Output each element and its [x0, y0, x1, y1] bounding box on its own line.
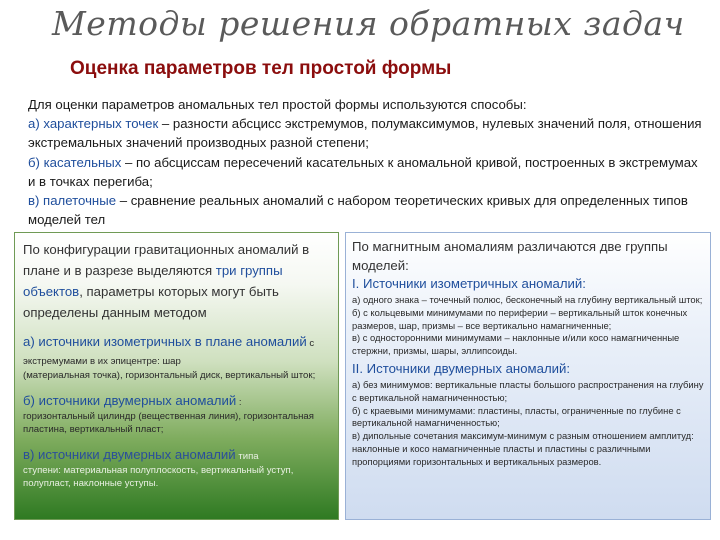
gravity-intro-text-b: , параметры которых могут быть определены данным методом [23, 284, 279, 320]
gravity-group-b-inline: : [236, 397, 242, 408]
list-item: а) одного знака – точечный полюс, бесконечный на глубину вертикальный шток; [352, 294, 703, 305]
gravity-group-a-heading: а) источники изометричных в плане аномалий [23, 334, 307, 349]
slide-subtitle: Оценка параметров тел простой формы [70, 58, 452, 79]
list-item: в) с односторонними минимумами – наклонные и/или косо намагниченные стержни, призмы, шары, эллипсоиды. [352, 332, 680, 357]
list-item: б) с кольцевыми минимумами по периферии – вертикальный шток конечных размеров, шар, призмы – все вертикально намагниченные; [352, 306, 688, 331]
gravity-intro-highlight: три группы объектов [23, 263, 283, 299]
gravity-panel-intro [23, 239, 330, 323]
intro-item-a-text: – разности абсцисс экстремумов, полумаксимумов, нулевых значений поля, отношения экстремальных значений производных разной степени; [28, 116, 702, 151]
gravity-group-c-inline: типа [235, 451, 259, 462]
intro-item-c-text: – сравнение реальных аномалий с набором теоретических кривых для определенных типов моделей тел [28, 193, 688, 228]
list-item: б) с краевыми минимумами: пластины, пласты, ограниченные по глубине с вертикальной намагниченностью; [352, 404, 681, 429]
magnetic-panel [345, 232, 711, 520]
gravity-group-b-text: горизонтальный цилиндр (вещественная линия), горизонтальная пластина, вертикальный пласт; [23, 411, 314, 435]
gravity-group-b-heading: б) источники двумерных аномалий [23, 393, 237, 408]
gravity-group-a [23, 333, 330, 382]
gravity-group-c-heading: в) источники двумерных аномалий [23, 447, 236, 462]
gravity-panel [14, 232, 339, 520]
intro-line: Для оценки параметров аномальных тел простой формы используются способы: [28, 97, 527, 112]
intro-item-b-label: б) касательных [28, 154, 122, 170]
list-item: а) без минимумов: вертикальные пласты большого распространения на глубину с вертикальной намагниченностью; [352, 378, 704, 403]
slide-title: Методы решения обратных задач [52, 4, 685, 43]
magnetic-group-1-list [352, 294, 704, 358]
intro-item-b-text: – по абсциссам пересечений касательных к аномальной кривой, построенных в экстремумах и в точках перегиба; [28, 154, 698, 189]
gravity-group-a-inline: с экстремумами в их эпицентре: шар [23, 338, 315, 367]
magnetic-group-1-heading: I. Источники изометричных аномалий: [352, 276, 586, 291]
intro-paragraph [28, 95, 708, 229]
intro-item-b [28, 153, 708, 191]
magnetic-group-2-heading: II. Источники двумерных аномалий: [352, 360, 571, 376]
intro-item-a [28, 114, 708, 152]
gravity-group-c [23, 446, 330, 490]
gravity-intro-text-a: По конфигурации гравитационных аномалий в плане и в разрезе выделяются [23, 242, 310, 278]
gravity-group-b [23, 392, 330, 436]
gravity-group-c-text: ступени: материальная полуплоскость, вертикальный уступ, полупласт, наклонные уступы. [23, 465, 294, 489]
intro-item-a-label: а) характерных точек [28, 116, 159, 132]
magnetic-group-2-list [352, 379, 704, 469]
list-item: в) дипольные сочетания максимум-минимум с разным отношением амплитуд: наклонные и косо намагниченные пласты и пластины с различными пропорциями горизонтальных и вертикальных размеров. [352, 430, 694, 467]
magnetic-panel-intro: По магнитным аномалиям различаются две группы моделей: [352, 239, 668, 273]
gravity-group-a-text: (материальная точка), горизонтальный диск, вертикальный шток; [23, 370, 316, 381]
intro-item-c [28, 191, 708, 229]
intro-item-c-label: в) палеточные [28, 193, 117, 209]
